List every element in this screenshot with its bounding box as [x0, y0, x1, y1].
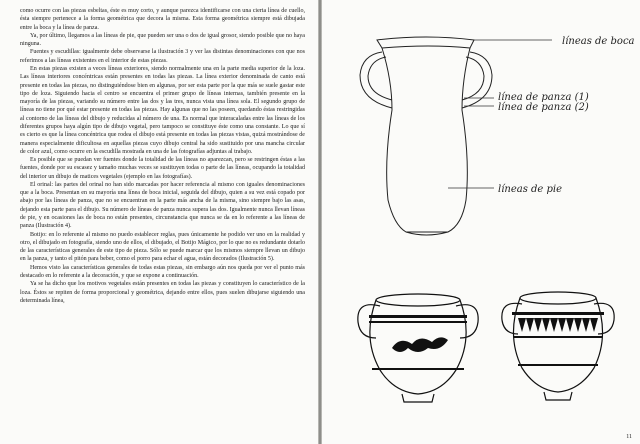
jar-right-leaf-frieze	[518, 318, 598, 332]
jar-left-vegetal-motif	[392, 337, 448, 352]
body-text	[20, 7, 305, 305]
vase-mouth	[377, 37, 474, 48]
paragraph-6: El orinal: las partes del orinal no han sido marcadas por hacer referencia al mismo con iguales denominaciones que a la boca. Presentan en su mayoría una línea de boca inicial, seguida del dibujo, quien a su vez está copado por abajo por las líneas de panza, que no se encuentran en la parte más ancha de la misma, sino siempre bajo las asas, dejando esta parte para el dibujo. Su número de líneas de panza nunca supera las dos. Igualmente nunca llevan líneas de pie, y en ocasiones las de boca no están presentes, circunstancia que nunca se da en lo referente a las líneas de panza (Ilustración 4).	[20, 181, 305, 230]
right-page	[322, 0, 640, 444]
paragraph-3: Fuentes y escudillas: igualmente debe observarse la ilustración 3 y ver las distintas denominaciones con que nos referimos a las líneas existentes en el interior de estas piezas.	[20, 49, 305, 64]
paragraph-8: Hemos visto las características generales de todas estas piezas, sin embargo aún nos queda por ver el punto más destacado en lo referente a la decoración, y que se expone a continuación.	[20, 264, 305, 279]
jar-right-band-bottom	[518, 364, 598, 366]
jar-left-band-top-2	[369, 321, 467, 323]
jar-left-mouth	[376, 294, 460, 306]
paragraph-7: Botijo: en lo referente al mismo no puedo establecer reglas, pues únicamente he podido ver uno en la realidad y otro, el dibujado en fotografía, siendo uno de ellos, el dibujado, el Botijo Mágico, por lo que no es redundante dotarlo de las características generales de este tipo de pieza. Sólo se puede marcar que los mismos siempre llevan un dibujo en la panza, y tanto el pitón para beber, como el porro para echar el agua, están decorados (Ilustración 5).	[20, 231, 305, 263]
vase-left-handle-inner	[368, 57, 392, 100]
left-page	[0, 0, 318, 444]
paragraph-4: En estas piezas existen a veces líneas exteriores, siendo normalmente una en la parte media superior de la loza. Las líneas interiores concéntricas están presentes en todas las piezas. La línea exterior denominada de canto está presente en todas las piezas, no distinguiéndose bien en algunas, por ser esta parte por la que más se suele gastar este tipo de loza. Siguiendo hacia el centro se encuentra el primer grupo de líneas internas, también presente en la mayoría de las piezas, variando su número entre las dos y las tres, nunca vista una línea sola. El segundo grupo de líneas no tiene por qué estar presente en todas las piezas. Hay algunas que no las poseen, quedando éstas restringidas al contorno de las líneas del dibujo y reducidas al número de una. Es normal que interacaladas entre las líneas de los diferentes grupos haya algún tipo de dibujo vegetal, pero tampoco se constituye éste como una constante. Lo que sí es cierto es que la línea concéntrica que rodea el dibujo está presente en todas las piezas vistas, quizá mostrándose de manera especialmente dificultosa en aquellas piezas cuyo dibujo central ha sido sustituido por una mancha circular de color azul, como ocurre en la escudilla mostrada en una de las fotografías adjuntas al trabajo.	[20, 65, 305, 155]
paragraph-1: como ocurre con las piezas esbeltas, éste es muy corto, y aunque parezca identificarse con una cierta línea de cuello, ésta siempre pertenece a la forma geométrica que decora la misma. Esta forma geométrica siempre está dibujada entre la boca y la línea de panza.	[20, 8, 305, 31]
jar-left-band-top	[369, 315, 467, 318]
jar-right	[502, 292, 614, 400]
vase-left-handle	[360, 52, 392, 108]
jar-left-foot	[402, 394, 434, 402]
jar-right-foot	[544, 392, 572, 400]
jar-left-band-bottom	[372, 368, 464, 370]
leader-lines	[448, 40, 552, 188]
label-lineas-de-pie: líneas de pie	[498, 184, 563, 195]
jar-right-decoration	[512, 312, 604, 366]
jar-right-mouth	[520, 292, 596, 304]
label-linea-de-panza-2: línea de panza (2)	[498, 102, 589, 113]
jar-left-decoration	[369, 315, 467, 370]
vase-illustrations	[322, 0, 640, 444]
label-linea-de-panza-1: línea de panza (1)	[498, 92, 589, 103]
jar-right-band-top	[512, 312, 604, 315]
vase-right-handle-inner	[462, 57, 484, 100]
page-number: 11	[626, 434, 632, 440]
vase-body	[382, 48, 470, 235]
label-lineas-de-boca: líneas de boca	[562, 36, 635, 47]
vase-right-handle	[462, 52, 492, 108]
paragraph-5: Es posible que se puedan ver fuentes donde la totalidad de las líneas no aparezcan, pero se restringen éstas a las fuentes, donde por su escasez y tamaño muchas veces se sustituyen todas o parte de las líneas, ocupando la totalidad del interior un dibujo de matices vegetales (ejemplo en las fotografías).	[20, 157, 305, 180]
paragraph-2: Ya, por último, llegamos a las líneas de pie, que pueden ser una o dos de igual grosor, siendo posible que no haya ninguna.	[20, 32, 305, 48]
paragraph-9: Ya se ha dicho que los motivos vegetales están presentes en todas las piezas y constituyen lo característico de la loza. Éstos se repiten de forma proporcional y geométrica, dejando entre ellos, pues suelen dibujarse siguiendo una determinada línea,	[20, 281, 305, 304]
vase-outline	[360, 37, 492, 235]
jar-right-band-mid	[514, 336, 602, 338]
